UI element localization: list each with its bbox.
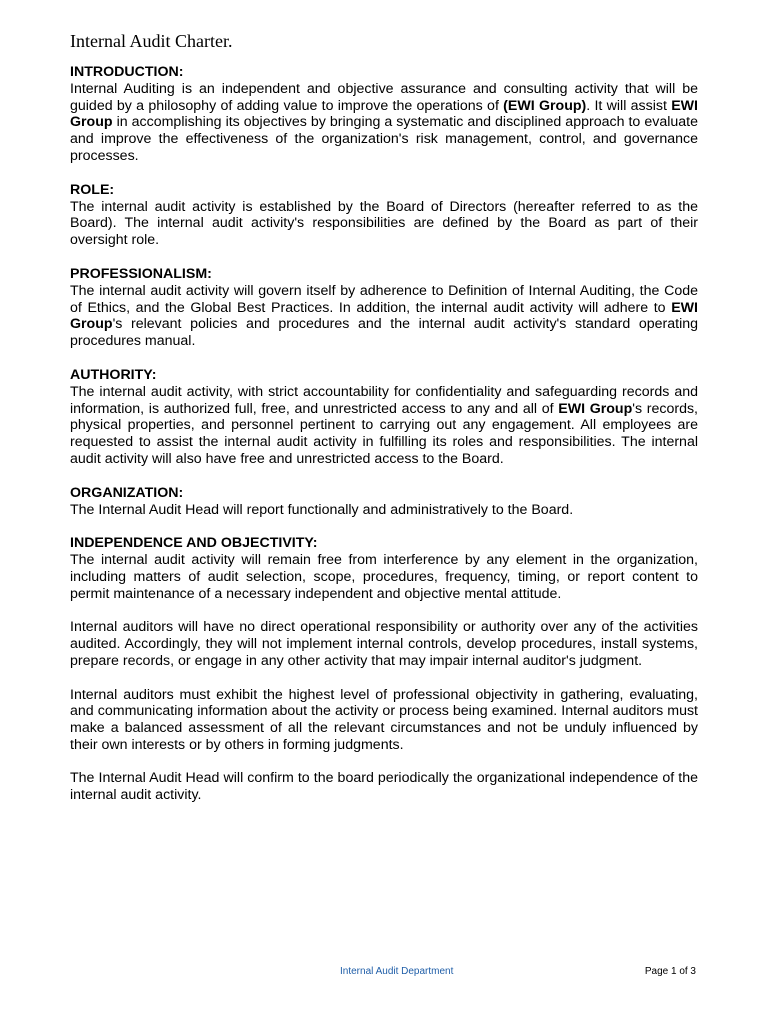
section-paragraph <box>70 81 698 165</box>
company-name-bold: EWI Group <box>70 299 698 333</box>
section-heading: PROFESSIONALISM: <box>70 265 212 282</box>
section-professionalism <box>70 266 698 350</box>
text-run: Internal Auditing is an independent and objective assurance and consulting activity that will be guided by a philosophy of adding value to improve the operations of <box>70 80 698 114</box>
text-run: The internal audit activity, with strict accountability for confidentiality and safeguarding records and information, is authorized full, free, and unrestricted access to any and all of <box>70 383 698 417</box>
document-title: Internal Audit Charter. <box>70 31 233 51</box>
page-footer <box>0 966 768 982</box>
section-introduction <box>70 64 698 165</box>
section-role <box>70 182 698 249</box>
company-name-bold: EWI Group <box>558 400 633 417</box>
company-name-bold: EWI Group <box>70 97 698 131</box>
company-name-bold: (EWI Group) <box>503 97 587 114</box>
section-heading: ROLE: <box>70 181 115 198</box>
section-heading: INDEPENDENCE AND OBJECTIVITY: <box>70 535 318 552</box>
section-paragraph: The internal audit activity is established by the Board of Directors (hereafter referred to as the Board). The internal audit activity's responsibilities are defined by the Board as part of their oversight role. <box>70 198 698 249</box>
section-independence <box>70 535 698 804</box>
section-paragraph: The Internal Audit Head will confirm to the board periodically the organizational independence of the internal audit activity. <box>70 770 698 804</box>
section-paragraph: The Internal Audit Head will report functionally and administratively to the Board. <box>70 501 574 518</box>
section-paragraph: Internal auditors will have no direct operational responsibility or authority over any of the activities audited. Accordingly, they will not implement internal controls, develop procedures, install systems, prepare records, or engage in any other activity that may impair internal auditor's judgment. <box>70 619 698 669</box>
section-heading: AUTHORITY: <box>70 366 157 383</box>
footer-department: Internal Audit Department <box>340 966 454 977</box>
section-heading: INTRODUCTION: <box>70 64 184 80</box>
section-heading: ORGANIZATION: <box>70 484 184 501</box>
text-run: 's relevant policies and procedures and the internal audit activity's standard operating procedures manual. <box>70 316 698 350</box>
text-run: The internal audit activity will govern itself by adherence to Definition of Internal Auditing, the Code of Ethics, and the Global Best Practices. In addition, the internal audit activity will adhere to <box>70 282 698 316</box>
section-paragraph <box>70 384 698 468</box>
footer-page-number: Page 1 of 3 <box>644 966 696 977</box>
document-page <box>70 30 698 821</box>
text-run: . It will assist <box>586 97 672 114</box>
section-paragraph: The internal audit activity will remain free from interference by any element in the organization, including matters of audit selection, scope, procedures, frequency, timing, or report content to permit maintenance of a necessary independent and objective mental attitude. <box>70 552 698 602</box>
section-paragraph <box>70 283 698 350</box>
section-organization <box>70 485 698 519</box>
section-paragraph: Internal auditors must exhibit the highest level of professional objectivity in gathering, evaluating, and communicating information about the activity or process being examined. Internal auditors must make a balanced assessment of all the relevant circumstances and not be unduly influenced by their own interests or by others in forming judgments. <box>70 686 698 753</box>
section-authority <box>70 367 698 468</box>
text-run: in accomplishing its objectives by bringing a systematic and disciplined approach to evaluate and improve the effectiveness of the organization's risk management, control, and governance processes. <box>70 114 698 164</box>
text-run: 's records, physical properties, and personnel pertinent to carrying out any engagement. All employees are requested to assist the internal audit activity in fulfilling its roles and responsibilities. The internal audit activity will also have free and unrestricted access to the Board. <box>70 400 698 467</box>
